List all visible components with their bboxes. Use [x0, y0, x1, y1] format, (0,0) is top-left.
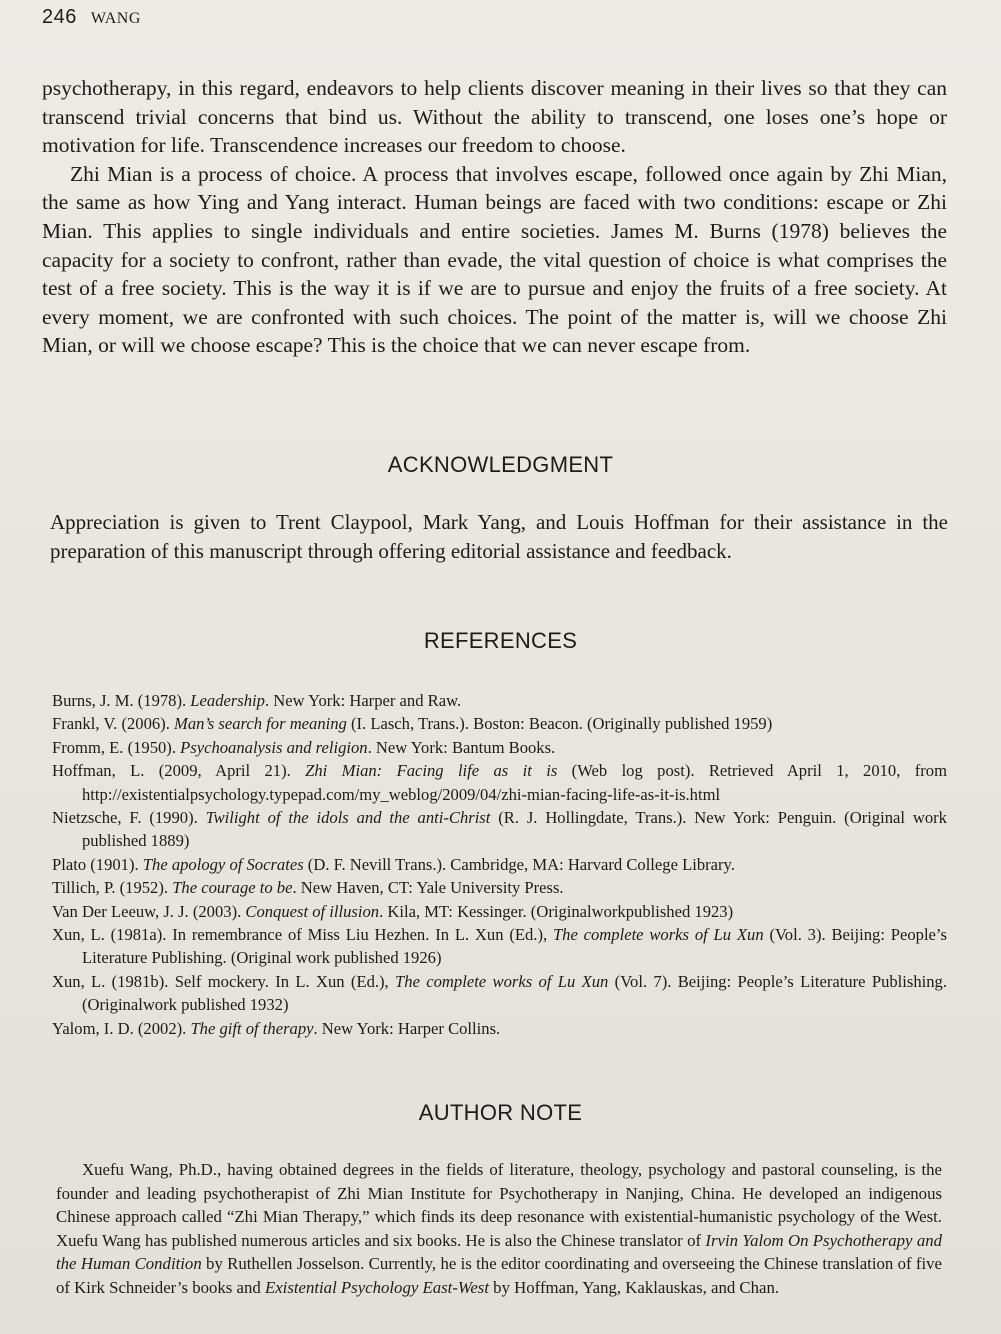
reference-details: (D. F. Nevill Trans.). Cambridge, MA: Harvard College Library. — [303, 854, 735, 874]
reference-title: The gift of therapy — [190, 1018, 314, 1038]
page-header — [42, 6, 141, 29]
reference-entry — [52, 712, 947, 735]
body-paragraph-1: psychotherapy, in this regard, endeavors to help clients discover meaning in their lives so that they can transcend trivial concerns that bind us. Without the ability to transcend, one loses one’s hope or motivation for life. Transcendence increases our freedom to choose. — [42, 76, 947, 158]
reference-title: Zhi Mian: Facing life as it is — [305, 761, 558, 781]
reference-title: The courage to be — [172, 878, 293, 898]
reference-title: Twilight of the idols and the anti-Christ — [205, 808, 491, 828]
body-paragraph-2: Zhi Mian is a process of choice. A process that involves escape, followed once again by Zhi Mian, the same as how Ying and Yang interact. Human beings are faced with two conditions: escape or Zhi Mian. This applies to single individuals and entire societies. James M. Burns (1978) believes the capacity for a society to confront, rather than evade, the vital question of choice is what comprises the test of a free society. This is the way it is if we are to pursue and enjoy the fruits of a free society. At every moment, we are confronted with such choices. The point of the matter is, will we choose Zhi Mian, or will we choose escape? This is the choice that we can never escape from. — [42, 161, 947, 358]
reference-authors: Frankl, V. (2006). — [52, 714, 174, 734]
reference-details: . Kila, MT: Kessinger. (Originalworkpublished 1923) — [379, 901, 734, 921]
reference-entry — [52, 900, 947, 923]
reference-authors: Burns, J. M. (1978). — [52, 691, 191, 710]
reference-title: Leadership — [190, 691, 265, 710]
reference-entry — [52, 923, 947, 970]
reference-details: . New York: Harper and Raw. — [264, 691, 462, 710]
author-note-book-title-1: Irvin Yalom On Psychotherapy and the Human Condition — [56, 1230, 942, 1273]
reference-entry — [52, 806, 947, 853]
author-note-book-title-2: Existential Psychology East-West — [264, 1277, 489, 1297]
reference-details: . New York: Bantum Books. — [367, 737, 556, 757]
running-head: WANG — [90, 10, 141, 27]
reference-authors: Van Der Leeuw, J. J. (2003). — [52, 901, 246, 921]
reference-entry — [52, 759, 947, 806]
reference-title: The complete works of Lu Xun — [395, 971, 609, 991]
reference-title: Conquest of illusion — [245, 901, 380, 921]
author-note-part-3: by Hoffman, Yang, Kaklauskas, and Chan. — [488, 1277, 780, 1297]
author-note-part-2: by Ruthellen Josselson. Currently, he is the editor coordinating and overseeing the Chinese translation of five of Kirk Schneider’s books and — [56, 1254, 942, 1297]
reference-authors: Xun, L. (1981a). In remembrance of Miss Liu Hezhen. In L. Xun (Ed.), — [52, 925, 553, 945]
body-text — [42, 74, 947, 360]
reference-entry — [52, 876, 947, 899]
references-heading: REFERENCES — [423, 628, 578, 653]
reference-details: (I. Lasch, Trans.). Boston: Beacon. (Originally published 1959) — [346, 714, 773, 734]
reference-title: The complete works of Lu Xun — [552, 925, 764, 945]
reference-entry — [52, 970, 947, 1017]
reference-list — [52, 689, 947, 1040]
reference-details: (R. J. Hollingdate, Trans.). New York: Penguin. (Original work published 1889) — [82, 808, 947, 851]
reference-details: (Web log post). Retrieved April 1, 2010, from http://existentialpsychology.typepad.com/my_weblog/2009/04/zhi-mian-facing-life-as-it-is.html — [82, 761, 947, 804]
reference-details: . New York: Harper Collins. — [313, 1018, 501, 1038]
reference-authors: Yalom, I. D. (2002). — [52, 1018, 191, 1038]
reference-title: The apology of Socrates — [142, 854, 304, 874]
page-number: 246 — [42, 6, 77, 28]
reference-authors: Hoffman, L. (2009, April 21). — [52, 761, 306, 781]
reference-entry — [52, 736, 947, 759]
acknowledgment-text: Appreciation is given to Trent Claypool, Mark Yang, and Louis Hoffman for their assistance in the preparation of this manuscript through offering editorial assistance and feedback. — [50, 510, 948, 563]
reference-details: (Vol. 3). Beijing: People’s Literature Publishing. (Original work published 1926) — [82, 925, 947, 968]
reference-authors: Tillich, P. (1952). — [52, 878, 173, 898]
author-note-heading: AUTHOR NOTE — [418, 1100, 583, 1125]
reference-authors: Nietzsche, F. (1990). — [52, 808, 206, 828]
reference-authors: Fromm, E. (1950). — [52, 737, 181, 757]
author-note-part-1: Xuefu Wang, Ph.D., having obtained degrees in the fields of literature, theology, psychology and pastoral counseling, is the founder and leading psychotherapist of Zhi Mian Institute for Psychotherapy in Nanjing, China. He developed an indigenous Chinese approach called “Zhi Mian Therapy,” which finds its deep resonance with existential-humanistic psychology of the West. Xuefu Wang has published numerous articles and six books. He is also the Chinese translator of — [56, 1160, 942, 1250]
acknowledgment-heading: ACKNOWLEDGMENT — [387, 452, 614, 477]
reference-title: Man’s search for meaning — [174, 714, 347, 734]
reference-entry — [52, 689, 947, 712]
reference-details: . New Haven, CT: Yale University Press. — [292, 878, 564, 898]
reference-entry — [52, 1017, 947, 1040]
reference-authors: Plato (1901). — [52, 854, 143, 874]
reference-title: Psychoanalysis and religion — [180, 737, 368, 757]
reference-details: (Vol. 7). Beijing: People’s Literature Publishing. (Originalwork published 1932) — [82, 971, 947, 1015]
reference-entry — [52, 853, 947, 876]
reference-authors: Xun, L. (1981b). Self mockery. In L. Xun (Ed.), — [52, 971, 396, 991]
author-note-text — [56, 1158, 942, 1299]
